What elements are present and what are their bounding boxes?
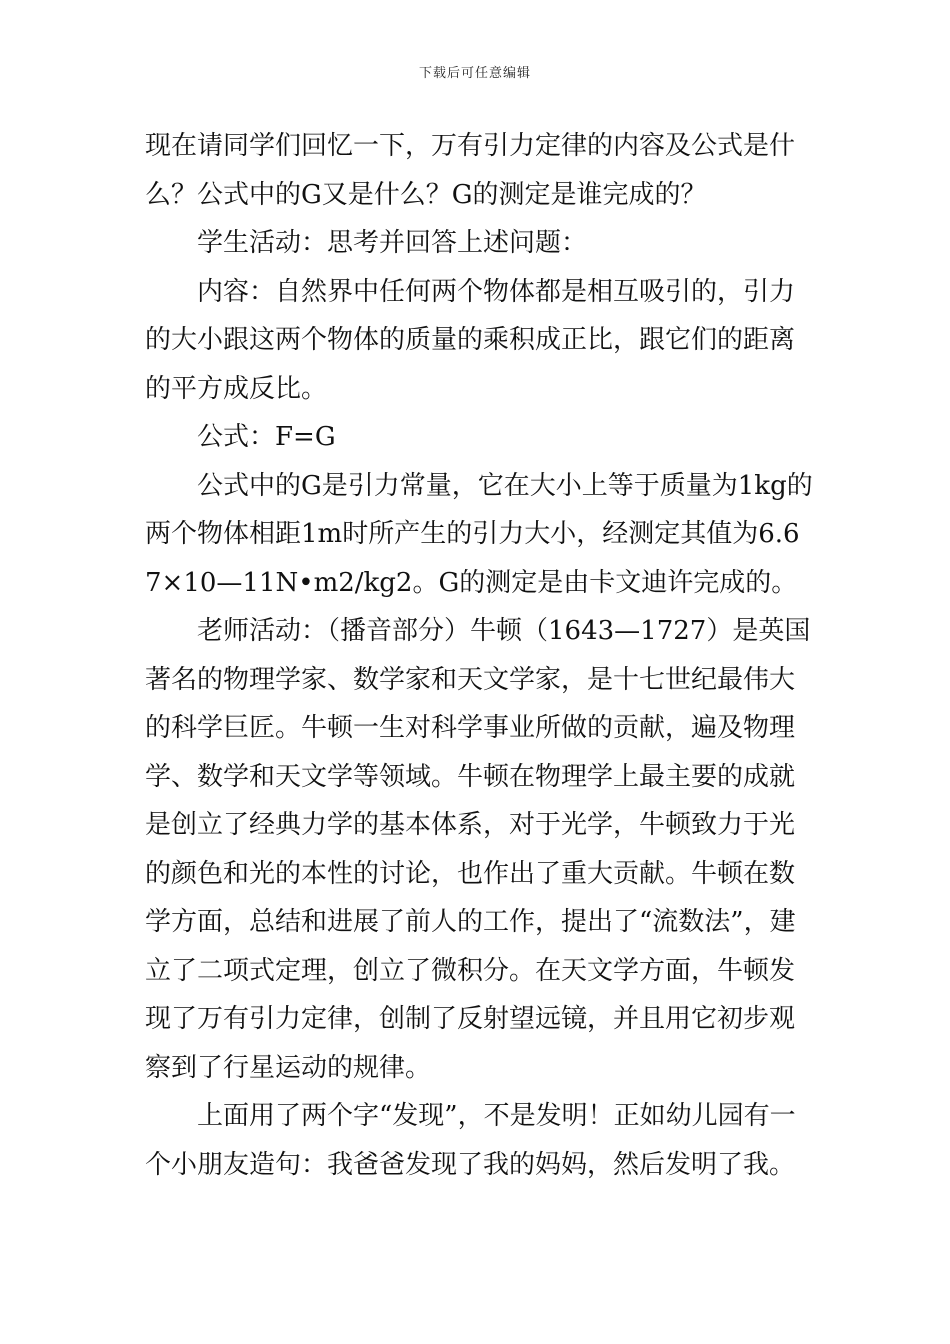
document-body	[145, 122, 813, 1189]
paragraph-newton-bio: 老师活动：（播音部分）牛顿（1643—1727）是英国著名的物理学家、数学家和天文学家，是十七世纪最伟大的科学巨匠。牛顿一生对科学事业所做的贡献，遍及物理学、数学和天文学等领域。牛顿在物理学上最主要的成就是创立了经典力学的基本体系，对于光学，牛顿致力于光的颜色和光的本性的讨论，也作出了重大贡献。牛顿在数学方面，总结和进展了前人的工作，提出了“流数法”，建立了二项式定理，创立了微积分。在天文学方面，牛顿发现了万有引力定律，创制了反射望远镜，并且用它初步观察到了行星运动的规律。	[145, 616, 811, 1083]
paragraph-student-activity: 学生活动：思考并回答上述问题：	[197, 228, 588, 258]
paragraph-formula: 公式：F=G	[197, 422, 336, 452]
paragraph-gravitational-constant: 公式中的G是引力常量，它在大小上等于质量为1kg的两个物体相距1m时所产生的引力大小，经测定其值为6.67×10—11N•m2/kg2。G的测定是由卡文迪许完成的。	[145, 470, 813, 598]
paragraph-discovery-note: 上面用了两个字“发现”，不是发明！正如幼儿园有一个小朋友造句：我爸爸发现了我的妈妈，然后发明了我。	[145, 1101, 796, 1180]
paragraph-question: 现在请同学们回忆一下，万有引力定律的内容及公式是什么？公式中的G又是什么？G的测定是谁完成的？	[145, 131, 796, 210]
header-note: 下载后可任意编辑	[418, 66, 531, 81]
paragraph-law-content: 内容：自然界中任何两个物体都是相互吸引的，引力的大小跟这两个物体的质量的乘积成正比，跟它们的距离的平方成反比。	[145, 276, 796, 404]
